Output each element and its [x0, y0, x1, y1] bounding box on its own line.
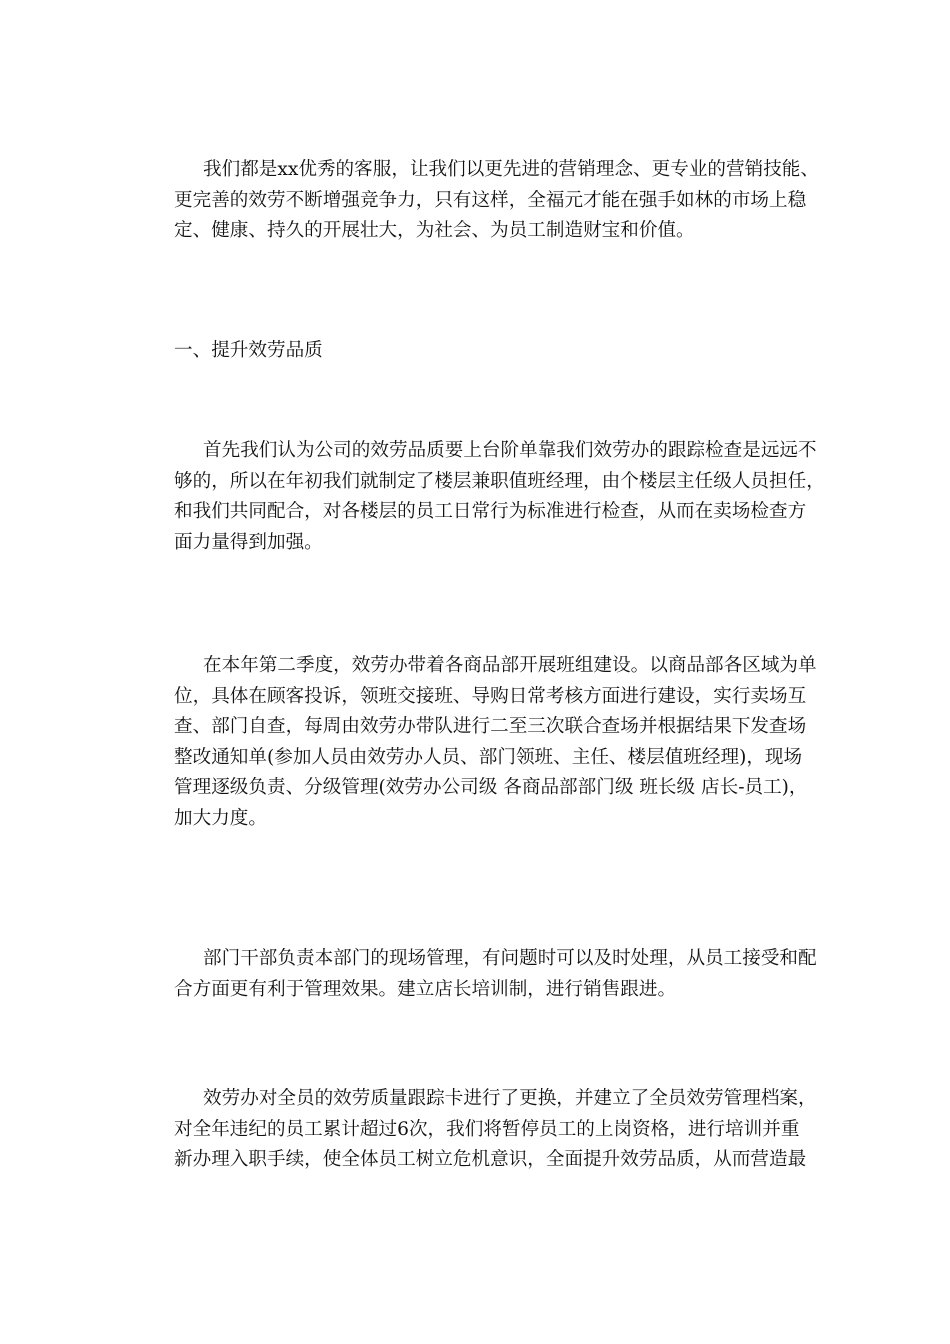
- text-line: 整改通知单(参加人员由效劳办人员、部门领班、主任、楼层值班经理)，现场: [174, 746, 803, 768]
- body-paragraph-3: [145, 944, 817, 1005]
- text-line: 够的，所以在年初我们就制定了楼层兼职值班经理，由个楼层主任级人员担任，: [174, 470, 825, 492]
- text-line: 合方面更有利于管理效果。建立店长培训制，进行销售跟进。: [174, 978, 677, 1000]
- text-line: 在本年第二季度，效劳办带着各商品部开展班组建设。以商品部各区域为单: [203, 655, 817, 676]
- text-line: 对全年违纪的员工累计超过6次，我们将暂停员工的上岗资格，进行培训并重: [174, 1118, 800, 1140]
- text-line: 我们都是xx优秀的客服，让我们以更先进的营销理念、更专业的营销技能、: [203, 159, 819, 180]
- body-paragraph-2: [145, 651, 817, 835]
- body-paragraph-1: [145, 436, 825, 558]
- text-line: 更完善的效劳不断增强竞争力，只有这样，全福元才能在强手如林的市场上稳: [174, 189, 807, 211]
- text-line: 部门干部负责本部门的现场管理，有问题时可以及时处理，从员工接受和配: [203, 948, 817, 969]
- body-paragraph-4: [145, 1084, 817, 1176]
- text-line: 新办理入职手续，使全体员工树立危机意识，全面提升效劳品质，从而营造最: [174, 1149, 807, 1171]
- text-line: 定、健康、持久的开展壮大，为社会、为员工制造财宝和价值。: [174, 220, 695, 242]
- section-heading: 一、提升效劳品质: [174, 340, 323, 361]
- text-line: 管理逐级负责、分级管理(效劳办公司级 各商品部部门级 班长级 店长-员工)，: [174, 777, 808, 799]
- text-line: 首先我们认为公司的效劳品质要上台阶单靠我们效劳办的跟踪检查是远远不: [203, 440, 817, 461]
- text-line: 效劳办对全员的效劳质量跟踪卡进行了更换，并建立了全员效劳管理档案，: [203, 1088, 817, 1109]
- text-line: 加大力度。: [174, 807, 267, 829]
- text-line: 位，具体在顾客投诉，领班交接班、导购日常考核方面进行建设，实行卖场互: [174, 685, 807, 707]
- text-line: 查、部门自查，每周由效劳办带队进行二至三次联合查场并根据结果下发查场: [174, 716, 807, 738]
- intro-paragraph: [145, 155, 819, 247]
- text-line: 和我们共同配合，对各楼层的员工日常行为标准进行检查，从而在卖场检查方: [174, 501, 807, 523]
- text-line: 面力量得到加强。: [174, 531, 323, 553]
